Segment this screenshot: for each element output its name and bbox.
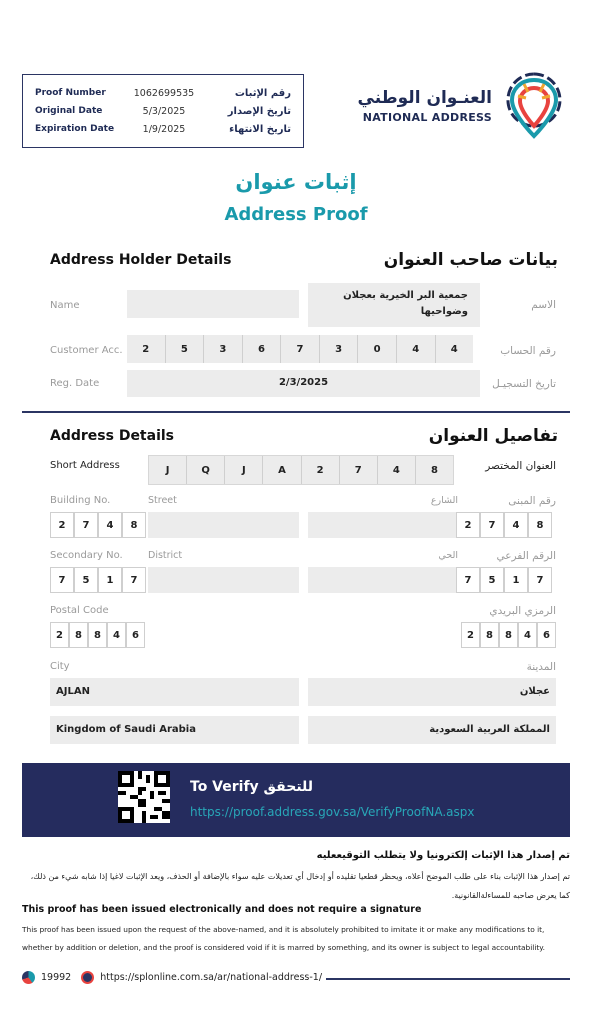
- building-digit: 4: [504, 512, 528, 538]
- original-date-value: 5/3/2025: [142, 105, 186, 117]
- district-field-en: [148, 567, 299, 593]
- original-date-label-ar: تاريخ الإصدار: [227, 105, 291, 117]
- footer-phone[interactable]: 19992: [41, 972, 72, 983]
- building-digit: 4: [98, 512, 122, 538]
- reg-date-label-ar: تاريخ التسجيـل: [492, 378, 556, 390]
- secondary-digits-ar: [456, 567, 552, 593]
- holder-heading-ar: بيانات صاحب العنوان: [383, 250, 558, 270]
- building-digits-ar: [456, 512, 552, 538]
- city-label-en: City: [50, 661, 70, 672]
- customer-acc-digits: [127, 335, 473, 363]
- postal-digit: 8: [88, 622, 107, 648]
- building-digit: 8: [122, 512, 146, 538]
- expiration-date-value: 1/9/2025: [142, 123, 186, 135]
- address-heading-ar: تفاصيل العنوان: [428, 426, 558, 446]
- postal-label-en: Postal Code: [50, 605, 109, 616]
- verify-banner: [22, 763, 570, 837]
- acc-digit: 3: [204, 335, 243, 363]
- acc-digit: 2: [127, 335, 166, 363]
- street-field-ar: [308, 512, 456, 538]
- city-value-en: AJLAN: [56, 686, 90, 697]
- acc-digit: 7: [281, 335, 320, 363]
- name-label-en: Name: [50, 300, 80, 311]
- proof-number-row: [35, 84, 291, 102]
- proof-number-label-ar: رقم الإثبات: [234, 87, 291, 99]
- original-date-label: Original Date: [35, 106, 103, 116]
- short-address-label-ar: العنوان المختصر: [485, 460, 556, 472]
- section-divider: [22, 411, 570, 413]
- expiration-date-row: [35, 120, 291, 138]
- postal-label-ar: الرمزي البريدي: [489, 605, 556, 617]
- footer-rule: [326, 978, 570, 980]
- verify-title: To Verify للتحقق: [190, 779, 314, 795]
- secondary-digit: 5: [74, 567, 98, 593]
- secondary-digit: 1: [504, 567, 528, 593]
- customer-acc-label-en: Customer Acc.: [50, 345, 123, 356]
- secondary-digit: 7: [456, 567, 480, 593]
- secondary-digit: 7: [122, 567, 146, 593]
- street-label-en: Street: [148, 495, 177, 506]
- note-body-ar: تم إصدار هذا الإثبات بناء على طلب الموضح أعلاه، ويحظر قطعيا تقليده أو إدخال أي تعديلات عليه سواء بالإضافة أو الحذف، ويعد الإثبات لاغيا إذا شابه شيء من ذلك، كما يعرض صاحبه للمساءلةالقانونية.: [30, 872, 570, 900]
- city-label-ar: المدينة: [526, 661, 556, 673]
- acc-digit: 4: [436, 335, 474, 363]
- building-digit: 7: [480, 512, 504, 538]
- logo-text-ar: العنـوان الوطني: [357, 88, 492, 108]
- street-label-ar: الشارع: [430, 495, 458, 506]
- short-address-chars: [148, 455, 454, 485]
- proof-info-box: [22, 74, 304, 148]
- building-digits-en: [50, 512, 146, 538]
- postal-digit: 2: [50, 622, 69, 648]
- postal-digit: 8: [69, 622, 88, 648]
- original-date-row: [35, 102, 291, 120]
- building-digit: 2: [50, 512, 74, 538]
- note-body-en: This proof has been issued upon the request of the above-named, and it is absolutely prohibited to imitate it or make any modifications to it, whether by addition or deletion, and the proof is considered void if it is marred by something, and its owner is subject to legal accountability.: [22, 925, 545, 952]
- acc-digit: 0: [358, 335, 397, 363]
- building-digit: 8: [528, 512, 552, 538]
- name-label-ar: الاسم: [531, 299, 556, 311]
- district-label-ar: الحي: [438, 550, 458, 561]
- postal-digits-ar: [461, 622, 556, 648]
- postal-digit: 6: [537, 622, 556, 648]
- acc-digit: 6: [243, 335, 282, 363]
- district-label-en: District: [148, 550, 183, 561]
- reg-date-label-en: Reg. Date: [50, 378, 100, 389]
- footer: [22, 971, 322, 984]
- postal-digit: 4: [518, 622, 537, 648]
- street-field-en: [148, 512, 299, 538]
- acc-digit: 5: [166, 335, 205, 363]
- location-pin-logo-icon: [498, 66, 570, 146]
- name-field-en: [127, 290, 299, 318]
- short-address-char: A: [263, 456, 301, 484]
- country-value-en: Kingdom of Saudi Arabia: [56, 724, 196, 735]
- expiration-date-label: Expiration Date: [35, 124, 115, 134]
- national-address-logo: [340, 66, 570, 146]
- district-field-ar: [308, 567, 456, 593]
- page-title-en: Address Proof: [224, 204, 368, 225]
- short-address-label-en: Short Address: [50, 460, 120, 471]
- note-title-en: This proof has been issued electronically and does not require a signature: [22, 904, 422, 915]
- address-heading-en: Address Details: [50, 428, 175, 444]
- postal-digit: 8: [480, 622, 499, 648]
- footer-url[interactable]: https://splonline.com.sa/ar/national-address-1/: [100, 972, 323, 983]
- postal-digit: 8: [499, 622, 518, 648]
- city-field-ar: [308, 678, 556, 706]
- secondary-label-ar: الرقم الفرعي: [496, 550, 556, 562]
- postal-digit: 2: [461, 622, 480, 648]
- note-title-ar: تم إصدار هذا الإثبات إلكترونيا ولا يتطلب التوقيععليه: [316, 850, 570, 861]
- short-address-char: J: [149, 456, 187, 484]
- web-icon: [81, 971, 94, 984]
- secondary-label-en: Secondary No.: [50, 550, 123, 561]
- country-value-ar: المملكة العربية السعودية: [429, 724, 550, 735]
- building-label-en: Building No.: [50, 495, 111, 506]
- acc-digit: 4: [397, 335, 436, 363]
- secondary-digit: 1: [98, 567, 122, 593]
- secondary-digit: 7: [50, 567, 74, 593]
- short-address-char: 4: [378, 456, 416, 484]
- name-value-ar-line2: وضواحيها: [420, 306, 468, 317]
- short-address-char: 7: [340, 456, 378, 484]
- secondary-digit: 7: [528, 567, 552, 593]
- proof-number-value: 1062699535: [133, 87, 195, 99]
- expiration-date-label-ar: تاريخ الانتهاء: [229, 123, 291, 135]
- building-digit: 7: [74, 512, 98, 538]
- holder-heading-en: Address Holder Details: [50, 252, 232, 268]
- postal-digits-en: [50, 622, 145, 648]
- short-address-char: Q: [187, 456, 225, 484]
- logo-text-en: NATIONAL ADDRESS: [362, 111, 492, 124]
- reg-date-value: 2/3/2025: [278, 377, 329, 388]
- building-digit: 2: [456, 512, 480, 538]
- acc-digit: 3: [320, 335, 359, 363]
- postal-digit: 6: [126, 622, 145, 648]
- phone-icon: [22, 971, 35, 984]
- building-label-ar: رقم المبنى: [508, 495, 556, 507]
- postal-digit: 4: [107, 622, 126, 648]
- city-value-ar: عجلان: [519, 686, 550, 697]
- short-address-char: 8: [416, 456, 453, 484]
- customer-acc-label-ar: رقم الحساب: [500, 345, 556, 357]
- proof-number-label: Proof Number: [35, 88, 106, 98]
- short-address-char: 2: [302, 456, 340, 484]
- qr-code-icon[interactable]: [118, 771, 170, 823]
- short-address-char: J: [225, 456, 263, 484]
- page-title-ar: إثبات عنوان: [235, 170, 357, 194]
- secondary-digits-en: [50, 567, 146, 593]
- secondary-digit: 5: [480, 567, 504, 593]
- name-value-ar-line1: جمعية البر الخيرية بعجلان: [343, 290, 468, 301]
- verify-link[interactable]: https://proof.address.gov.sa/VerifyProofNA.aspx: [190, 805, 475, 819]
